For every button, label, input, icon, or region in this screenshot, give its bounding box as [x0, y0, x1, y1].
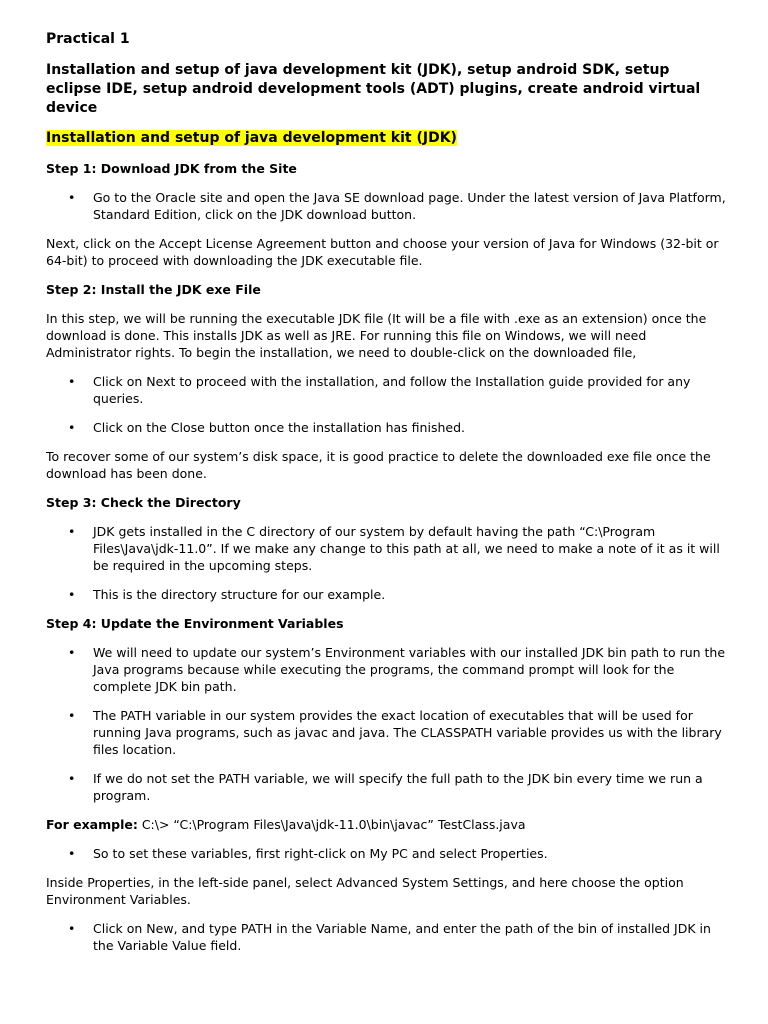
bullet-text: This is the directory structure for our example. — [93, 587, 386, 602]
example-command: C:\> “C:\Program Files\Java\jdk-11.0\bin\javac” TestClass.java — [137, 817, 526, 832]
bullet-icon: • — [68, 190, 76, 205]
bullet-icon: • — [68, 587, 76, 602]
bullet-text: Click on Next to proceed with the installation, and follow the Installation guide provided for any queries. — [93, 374, 691, 406]
bullet-text: Click on New, and type PATH in the Variable Name, and enter the path of the bin of installed JDK in the Variable Value field. — [93, 921, 711, 953]
bullet-text: JDK gets installed in the C directory of our system by default having the path “C:\Program Files\Java\jdk-11.0”. If we make any change to this path at all, we need to make a note of it as it will be required in the upcoming steps. — [93, 524, 720, 573]
list-item — [46, 189, 726, 223]
document-page — [46, 30, 726, 966]
list-item — [46, 586, 726, 603]
example-paragraph — [46, 816, 726, 833]
bullet-icon: • — [68, 708, 76, 723]
step4-bullet-list-2 — [46, 845, 726, 862]
list-item — [46, 845, 726, 862]
bullet-icon: • — [68, 921, 76, 936]
list-item — [46, 419, 726, 436]
step4-bullet-list — [46, 644, 726, 804]
bullet-text: The PATH variable in our system provides the exact location of executables that will be used for running Java programs, such as javac and java. The CLASSPATH variable provides us with the library files location. — [93, 708, 722, 757]
bullet-icon: • — [68, 420, 76, 435]
step1-bullet-list — [46, 189, 726, 223]
step2-paragraph-1: In this step, we will be running the executable JDK file (It will be a file with .exe as an extension) once the download is done. This installs JDK as well as JRE. For running this file on Windows, we will need Administrator rights. To begin the installation, we need to double-click on the downloaded file, — [46, 311, 707, 360]
list-item — [46, 920, 726, 954]
bullet-icon: • — [68, 374, 76, 389]
list-item — [46, 707, 726, 758]
list-item — [46, 523, 726, 574]
step3-bullet-list — [46, 523, 726, 603]
bullet-text: So to set these variables, first right-click on My PC and select Properties. — [93, 846, 548, 861]
step2-bullet-list — [46, 373, 726, 436]
step1-paragraph: Next, click on the Accept License Agreement button and choose your version of Java for Windows (32-bit or 64-bit) to proceed with downloading the JDK executable file. — [46, 236, 719, 268]
step3-heading: Step 3: Check the Directory — [46, 495, 241, 510]
document-subtitle: Installation and setup of java development kit (JDK), setup android SDK, setup eclipse IDE, setup android development tools (ADT) plugins, create android virtual device — [46, 62, 701, 116]
list-item — [46, 770, 726, 804]
example-label: For example: — [46, 817, 138, 832]
bullet-text: Go to the Oracle site and open the Java SE download page. Under the latest version of Java Platform, Standard Edition, click on the JDK download button. — [93, 190, 726, 222]
bullet-icon: • — [68, 846, 76, 861]
step2-paragraph-2: To recover some of our system’s disk space, it is good practice to delete the downloaded exe file once the download has been done. — [46, 449, 711, 481]
step4-bullet-list-3 — [46, 920, 726, 954]
step1-heading: Step 1: Download JDK from the Site — [46, 161, 297, 176]
step2-heading: Step 2: Install the JDK exe File — [46, 282, 261, 297]
section-heading-jdk — [46, 129, 726, 148]
list-item — [46, 644, 726, 695]
bullet-text: Click on the Close button once the installation has finished. — [93, 420, 465, 435]
bullet-icon: • — [68, 524, 76, 539]
bullet-icon: • — [68, 771, 76, 786]
bullet-icon: • — [68, 645, 76, 660]
bullet-text: If we do not set the PATH variable, we will specify the full path to the JDK bin every time we run a program. — [93, 771, 703, 803]
step4-heading: Step 4: Update the Environment Variables — [46, 616, 344, 631]
list-item — [46, 373, 726, 407]
step4-paragraph: Inside Properties, in the left-side panel, select Advanced System Settings, and here choose the option Environment Variables. — [46, 875, 684, 907]
highlighted-heading-text: Installation and setup of java development kit (JDK) — [46, 130, 457, 146]
bullet-text: We will need to update our system’s Environment variables with our installed JDK bin path to run the Java programs because while executing the programs, the command prompt will look for the complete JDK bin path. — [93, 645, 726, 694]
document-title: Practical 1 — [46, 31, 130, 47]
